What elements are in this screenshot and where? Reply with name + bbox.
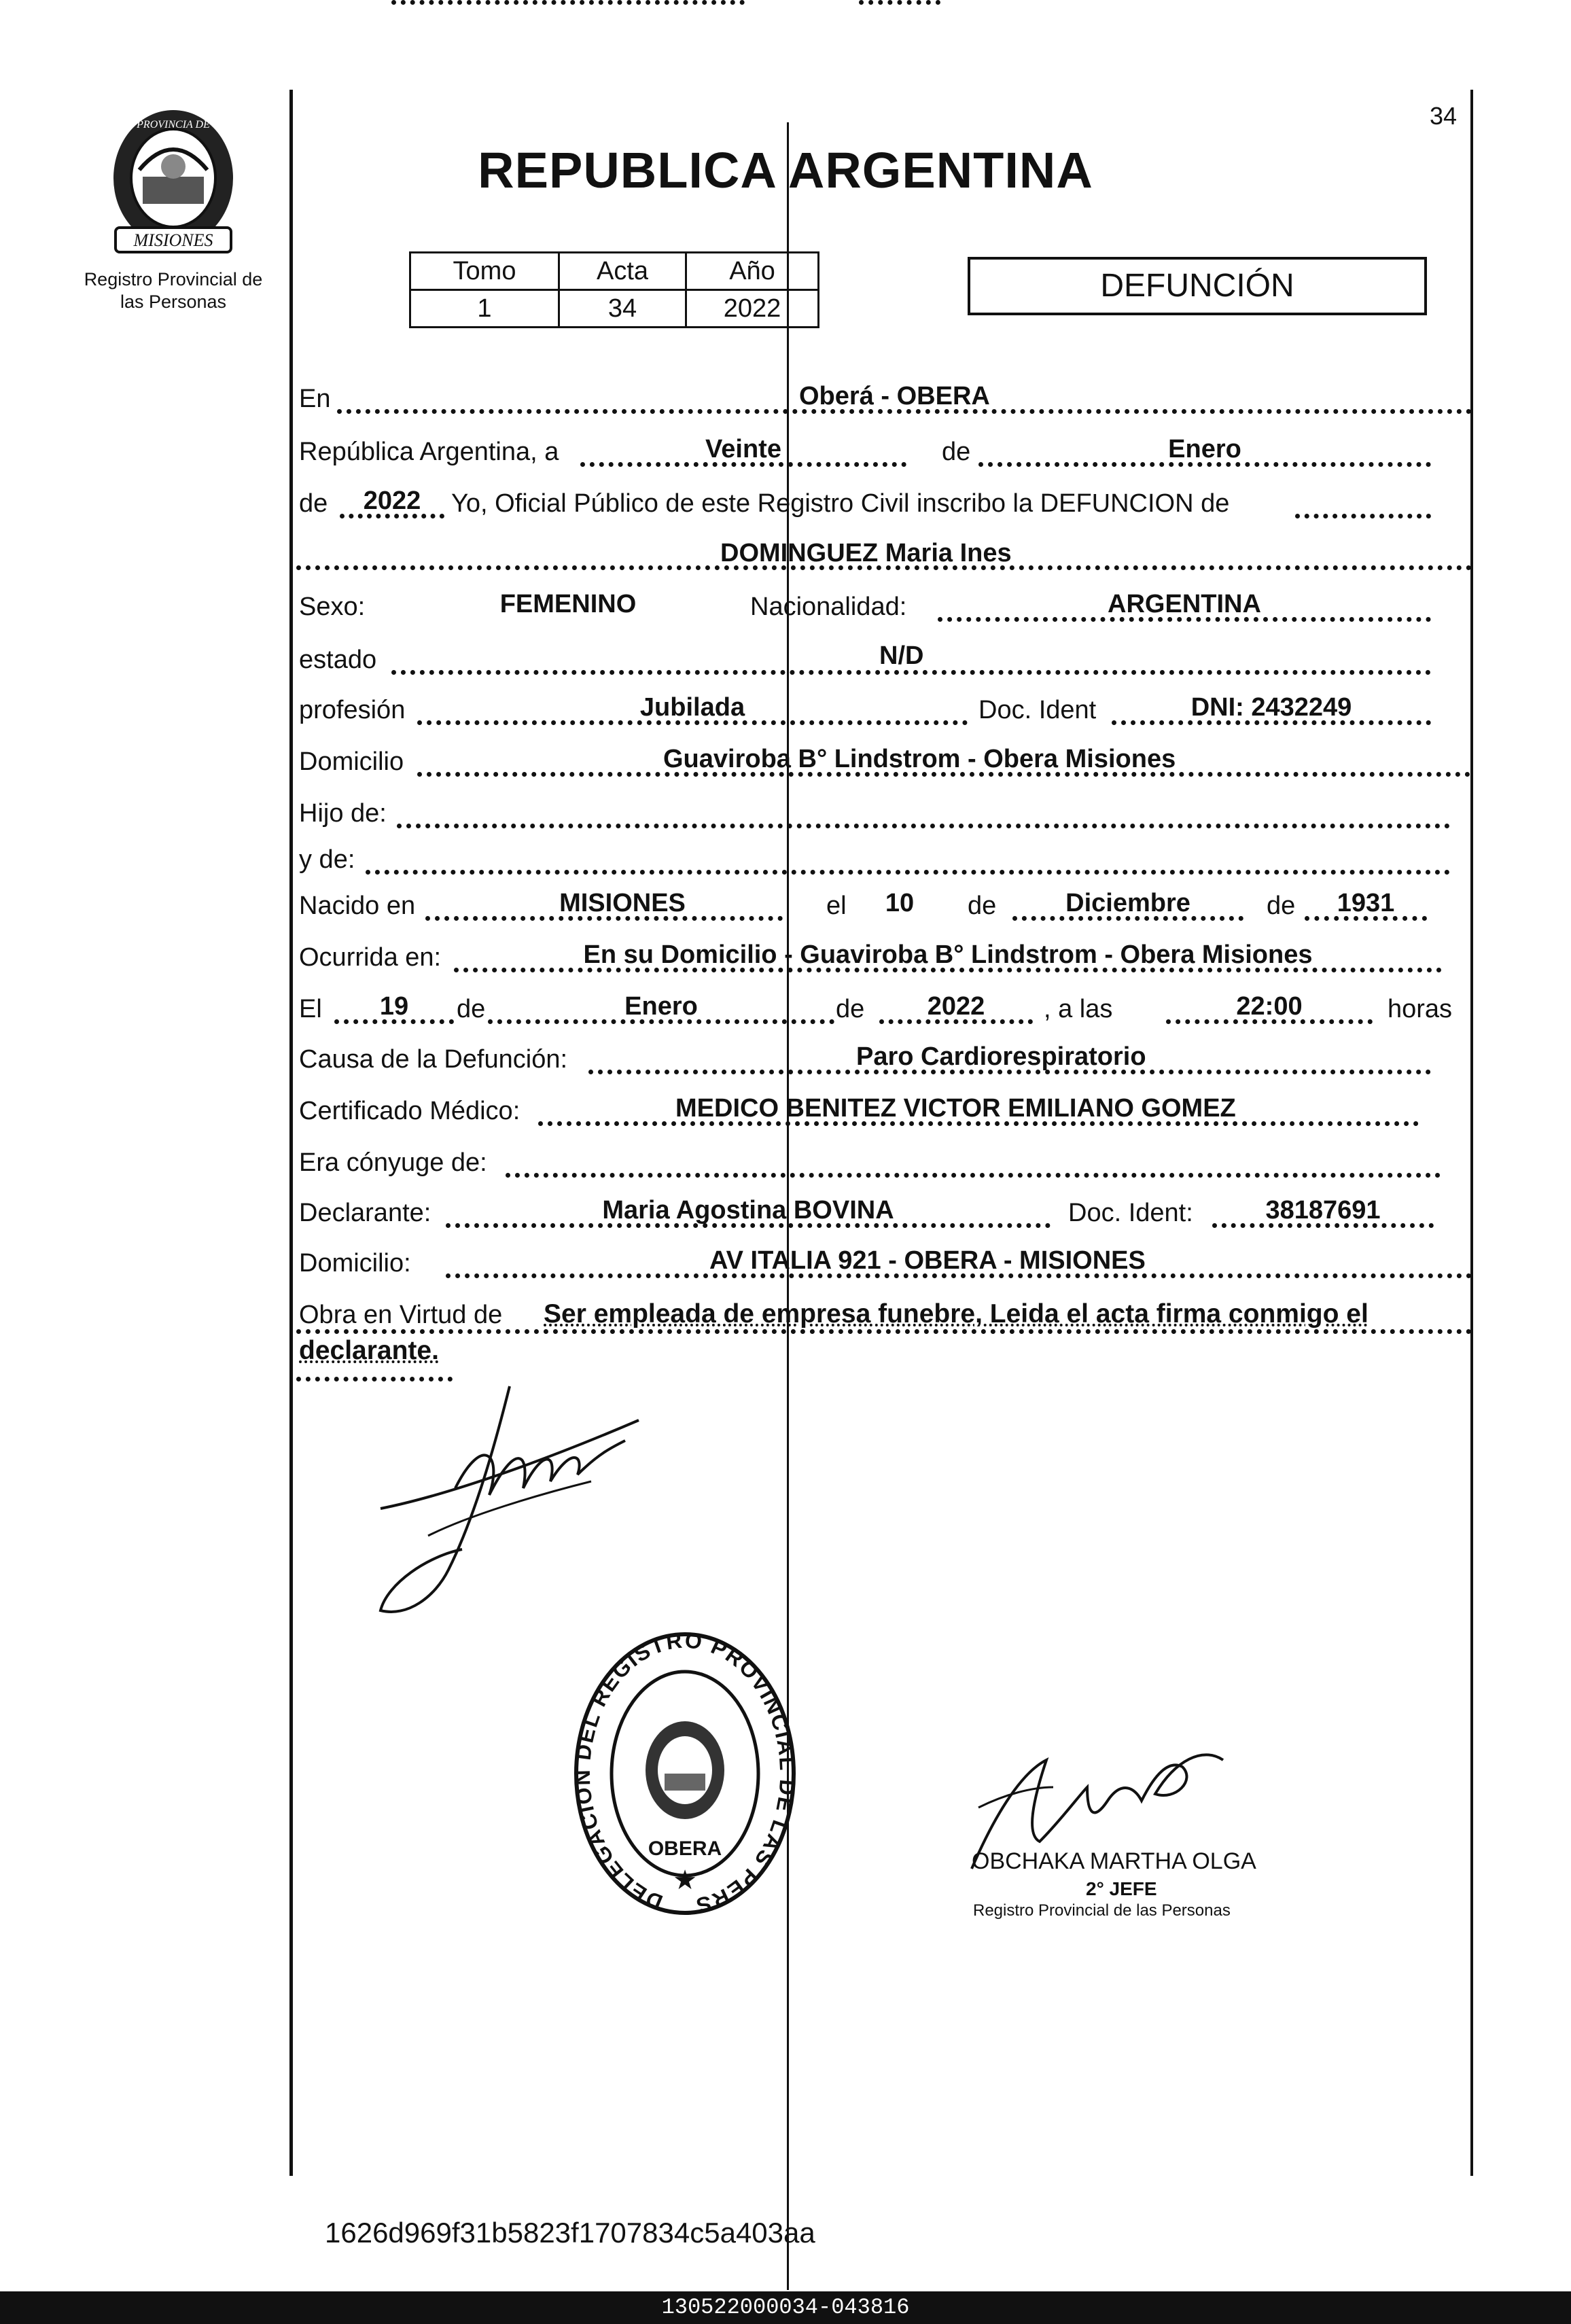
death-day-value: 19 bbox=[379, 992, 409, 1021]
profesion-value: Jubilada bbox=[639, 693, 745, 722]
nacido-label: Nacido en bbox=[299, 892, 416, 920]
yde-label: y de: bbox=[299, 845, 355, 874]
de-label-2: de bbox=[299, 489, 328, 518]
doc-ident2-value: 38187691 bbox=[1265, 1196, 1381, 1225]
conyuge-line bbox=[506, 1173, 1441, 1178]
place-value: Oberá - OBERA bbox=[799, 382, 990, 410]
domicilio2-value: AV ITALIA 921 - OBERA - MISIONES bbox=[709, 1246, 1146, 1275]
record-type: DEFUNCIÓN bbox=[968, 257, 1427, 315]
horas-label: horas bbox=[1388, 995, 1453, 1023]
stamp-city: OBERA bbox=[648, 1837, 722, 1860]
nacido-value: MISIONES bbox=[559, 889, 686, 917]
sexo-value: FEMENINO bbox=[499, 590, 637, 618]
estado-value: N/D bbox=[879, 641, 924, 670]
de-label-3: de bbox=[968, 892, 997, 920]
page-number: 34 bbox=[1430, 102, 1458, 130]
sexo-line bbox=[391, 0, 745, 5]
barcode-strip bbox=[0, 2291, 1571, 2324]
yde-line bbox=[366, 870, 1450, 875]
death-year-value: 2022 bbox=[927, 992, 985, 1021]
hijo-label: Hijo de: bbox=[299, 799, 387, 828]
de-label-4: de bbox=[1267, 892, 1296, 920]
estado-label: estado bbox=[299, 646, 377, 674]
de-label-6: de bbox=[836, 995, 865, 1023]
obra-line-2: declarante. bbox=[299, 1336, 439, 1365]
doc-ident-label: Doc. Ident bbox=[978, 696, 1097, 724]
registry-line-2: las Personas bbox=[120, 292, 227, 312]
obra-line bbox=[296, 1329, 1472, 1334]
birth-day-value: 10 bbox=[885, 889, 915, 917]
obra-line-1: Ser empleada de empresa funebre, Leida el acta firma conmigo el bbox=[544, 1299, 1369, 1328]
birth-year-value: 1931 bbox=[1337, 889, 1395, 917]
birth-month-value: Diciembre bbox=[1065, 889, 1190, 917]
certificado-label: Certificado Médico: bbox=[299, 1097, 520, 1125]
registry-label bbox=[68, 268, 279, 313]
doc-ident-value: DNI: 2432249 bbox=[1190, 693, 1352, 722]
profesion-label: profesión bbox=[299, 696, 406, 724]
ocurrida-label: Ocurrida en: bbox=[299, 943, 442, 972]
death-time-value: 22:00 bbox=[1236, 992, 1303, 1021]
estado-line bbox=[391, 670, 1431, 675]
acta-value: 34 bbox=[559, 290, 686, 328]
star-icon: ★ bbox=[673, 1865, 697, 1896]
domicilio-label: Domicilio bbox=[299, 747, 404, 776]
causa-label: Causa de la Defunción: bbox=[299, 1045, 568, 1074]
tomo-value: 1 bbox=[410, 290, 559, 328]
right-margin-line bbox=[1470, 90, 1473, 2176]
birth-day-line bbox=[859, 0, 940, 5]
official-name: OBCHAKA MARTHA OLGA bbox=[972, 1848, 1256, 1874]
declarante-label: Declarante: bbox=[299, 1199, 431, 1227]
official-registry: Registro Provincial de las Personas bbox=[973, 1901, 1231, 1920]
stamp-ring-text: DELEGACION DEL REGISTRO PROVINCIAL DE LAS PERS bbox=[569, 1627, 800, 1919]
nacionalidad-value: ARGENTINA bbox=[1108, 590, 1261, 618]
deceased-value: DOMINGUEZ Maria Ines bbox=[720, 539, 1012, 567]
El-label: El bbox=[299, 995, 322, 1023]
alas-label: , a las bbox=[1044, 995, 1113, 1023]
death-month-value: Enero bbox=[624, 992, 698, 1021]
logo-text-top: PROVINCIA DE bbox=[137, 119, 210, 130]
declarante-value: Maria Agostina BOVINA bbox=[602, 1196, 894, 1225]
intro-text: Yo, Oficial Público de este Registro Civil inscribo la DEFUNCION de bbox=[451, 489, 1230, 518]
acta-header: Acta bbox=[559, 253, 686, 290]
republica-label: República Argentina, a bbox=[299, 438, 559, 466]
domicilio-value: Guaviroba B° Lindstrom - Obera Misiones bbox=[663, 745, 1176, 773]
anio-header: Año bbox=[686, 253, 819, 290]
certificado-value: MEDICO BENITEZ VICTOR EMILIANO GOMEZ bbox=[675, 1094, 1236, 1123]
conyuge-label: Era cónyuge de: bbox=[299, 1148, 487, 1177]
hijo-line bbox=[397, 824, 1450, 828]
official-role: 2° JEFE bbox=[1086, 1878, 1157, 1899]
domicilio2-label: Domicilio: bbox=[299, 1249, 411, 1278]
de-label-5: de bbox=[457, 995, 486, 1023]
de-label: de bbox=[942, 438, 971, 466]
nacionalidad-label: Nacionalidad: bbox=[750, 593, 907, 621]
ocurrida-value: En su Domicilio - Guaviroba B° Lindstrom - Obera Misiones bbox=[583, 940, 1313, 969]
tomo-header: Tomo bbox=[410, 253, 559, 290]
logo-text-bottom: MISIONES bbox=[133, 230, 213, 250]
registry-line-1: Registro Provincial de bbox=[84, 269, 263, 289]
obra-label: Obra en Virtud de bbox=[299, 1301, 503, 1329]
en-label: En bbox=[299, 385, 331, 413]
declarant-signature bbox=[367, 1379, 652, 1624]
day-words-value: Veinte bbox=[705, 435, 781, 463]
official-stamp bbox=[569, 1627, 800, 1940]
document-hash: 1626d969f31b5823f1707834c5a403aa bbox=[325, 2217, 815, 2249]
sexo-label: Sexo: bbox=[299, 593, 366, 621]
doc-ident2-label: Doc. Ident: bbox=[1068, 1199, 1193, 1227]
year-value: 2022 bbox=[363, 487, 421, 515]
el-label: el bbox=[826, 892, 847, 920]
record-table bbox=[409, 251, 819, 328]
page-title: REPUBLICA ARGENTINA bbox=[478, 142, 1093, 198]
left-margin-line bbox=[289, 90, 293, 2176]
barcode-text: 130522000034-043816 bbox=[661, 2295, 910, 2320]
month-value: Enero bbox=[1168, 435, 1241, 463]
causa-value: Paro Cardiorespiratorio bbox=[856, 1042, 1146, 1071]
anio-value: 2022 bbox=[686, 290, 819, 328]
intro-trail-line bbox=[1295, 514, 1431, 518]
